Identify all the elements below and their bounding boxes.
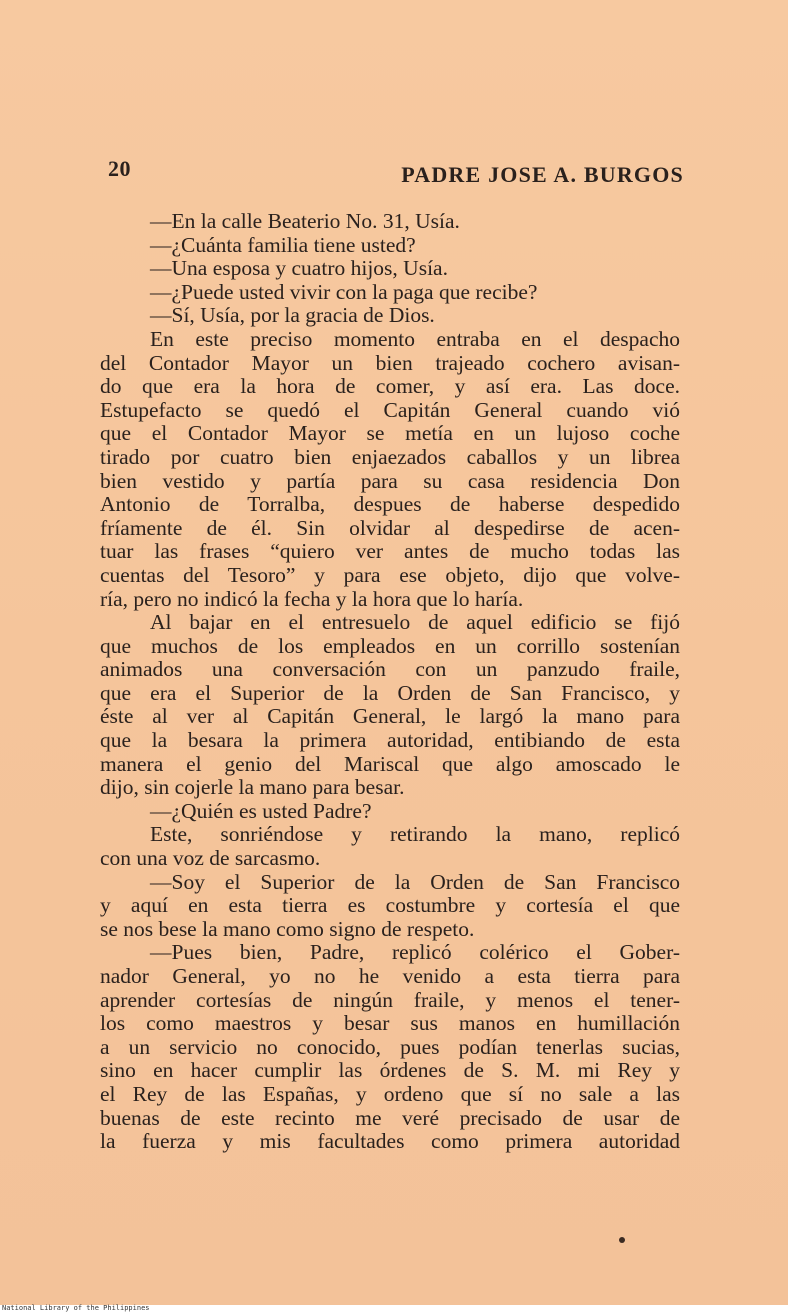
text-line: a un servicio no conocido, pues podían tenerlas sucias, [100, 1034, 680, 1059]
text-line: y aquí en esta tierra es costumbre y cortesía el que [100, 893, 680, 918]
text-line: se nos bese la mano como signo de respeto. [100, 916, 475, 941]
text-line: que la besara la primera autoridad, entibiando de esta [100, 728, 680, 753]
text-line: tirado por cuatro bien enjaezados caballos y un librea [100, 444, 680, 469]
text-line: el Rey de las Españas, y ordeno que sí no sale a las [100, 1081, 680, 1106]
text-line: En este preciso momento entraba en el despacho [150, 326, 680, 351]
text-line: nador General, yo no he venido a esta tierra para [100, 964, 680, 988]
text-line: bien vestido y partía para su casa residencia Don [100, 468, 680, 493]
text-line: Este, sonriéndose y retirando la mano, replicó [150, 822, 680, 847]
text-line: con una voz de sarcasmo. [100, 846, 321, 871]
text-line: los como maestros y besar sus manos en humillación [100, 1011, 680, 1036]
body-text [100, 210, 680, 1154]
text-line: del Contador Mayor un bien trajeado cochero avisan- [100, 350, 680, 375]
text-line: aprender cortesías de ningún fraile, y menos el tener- [100, 987, 680, 1012]
page-number: 20 [108, 156, 131, 181]
text-line: —En la calle Beaterio No. 31, Usía. [150, 209, 460, 233]
text-line: buenas de este recinto me veré precisado de usar de [100, 1105, 680, 1130]
text-line: sino en hacer cumplir las órdenes de S. M. mi Rey y [100, 1058, 680, 1083]
text-line: Antonio de Torralba, despues de haberse despedido [100, 492, 680, 517]
text-line: animados una conversación con un panzudo fraile, [100, 657, 680, 682]
text-line: —Una esposa y cuatro hijos, Usía. [150, 256, 448, 281]
text-line: que era el Superior de la Orden de San Francisco, y [100, 680, 680, 705]
text-line: manera el genio del Mariscal que algo amoscado le [100, 751, 680, 776]
text-line: tuar las frases “quiero ver antes de mucho todas las [100, 539, 680, 564]
text-line: que el Contador Mayor se metía en un lujoso coche [100, 421, 680, 446]
text-line: ría, pero no indicó la fecha y la hora que lo haría. [100, 586, 524, 611]
scan-credit: National Library of the Philippines [2, 1304, 150, 1312]
text-line: do que era la hora de comer, y así era. Las doce. [100, 374, 680, 399]
text-line: —Sí, Usía, por la gracia de Dios. [150, 303, 435, 328]
ink-speck [619, 1237, 625, 1243]
text-line: fríamente de él. Sin olvidar al despedirse de acen- [100, 515, 680, 540]
text-line: cuentas del Tesoro” y para ese objeto, dijo que volve- [100, 562, 680, 587]
text-line: —¿Quién es usted Padre? [150, 798, 372, 823]
text-line: —¿Cuánta familia tiene usted? [150, 232, 416, 257]
text-line: dijo, sin cojerle la mano para besar. [100, 775, 405, 800]
text-line: —¿Puede usted vivir con la paga que recibe? [150, 279, 538, 304]
text-line: Al bajar en el entresuelo de aquel edificio se fijó [150, 610, 680, 635]
text-line: —Pues bien, Padre, replicó colérico el Gober- [150, 940, 680, 965]
running-head: PADRE JOSE A. BURGOS [401, 162, 684, 187]
text-line: éste al ver al Capitán General, le largó la mano para [100, 704, 680, 729]
text-line: la fuerza y mis facultades como primera autoridad [100, 1129, 680, 1154]
text-line: —Soy el Superior de la Orden de San Francisco [150, 869, 680, 894]
text-line: que muchos de los empleados en un corrillo sostenían [100, 633, 680, 658]
text-line: Estupefacto se quedó el Capitán General cuando vió [100, 397, 680, 422]
